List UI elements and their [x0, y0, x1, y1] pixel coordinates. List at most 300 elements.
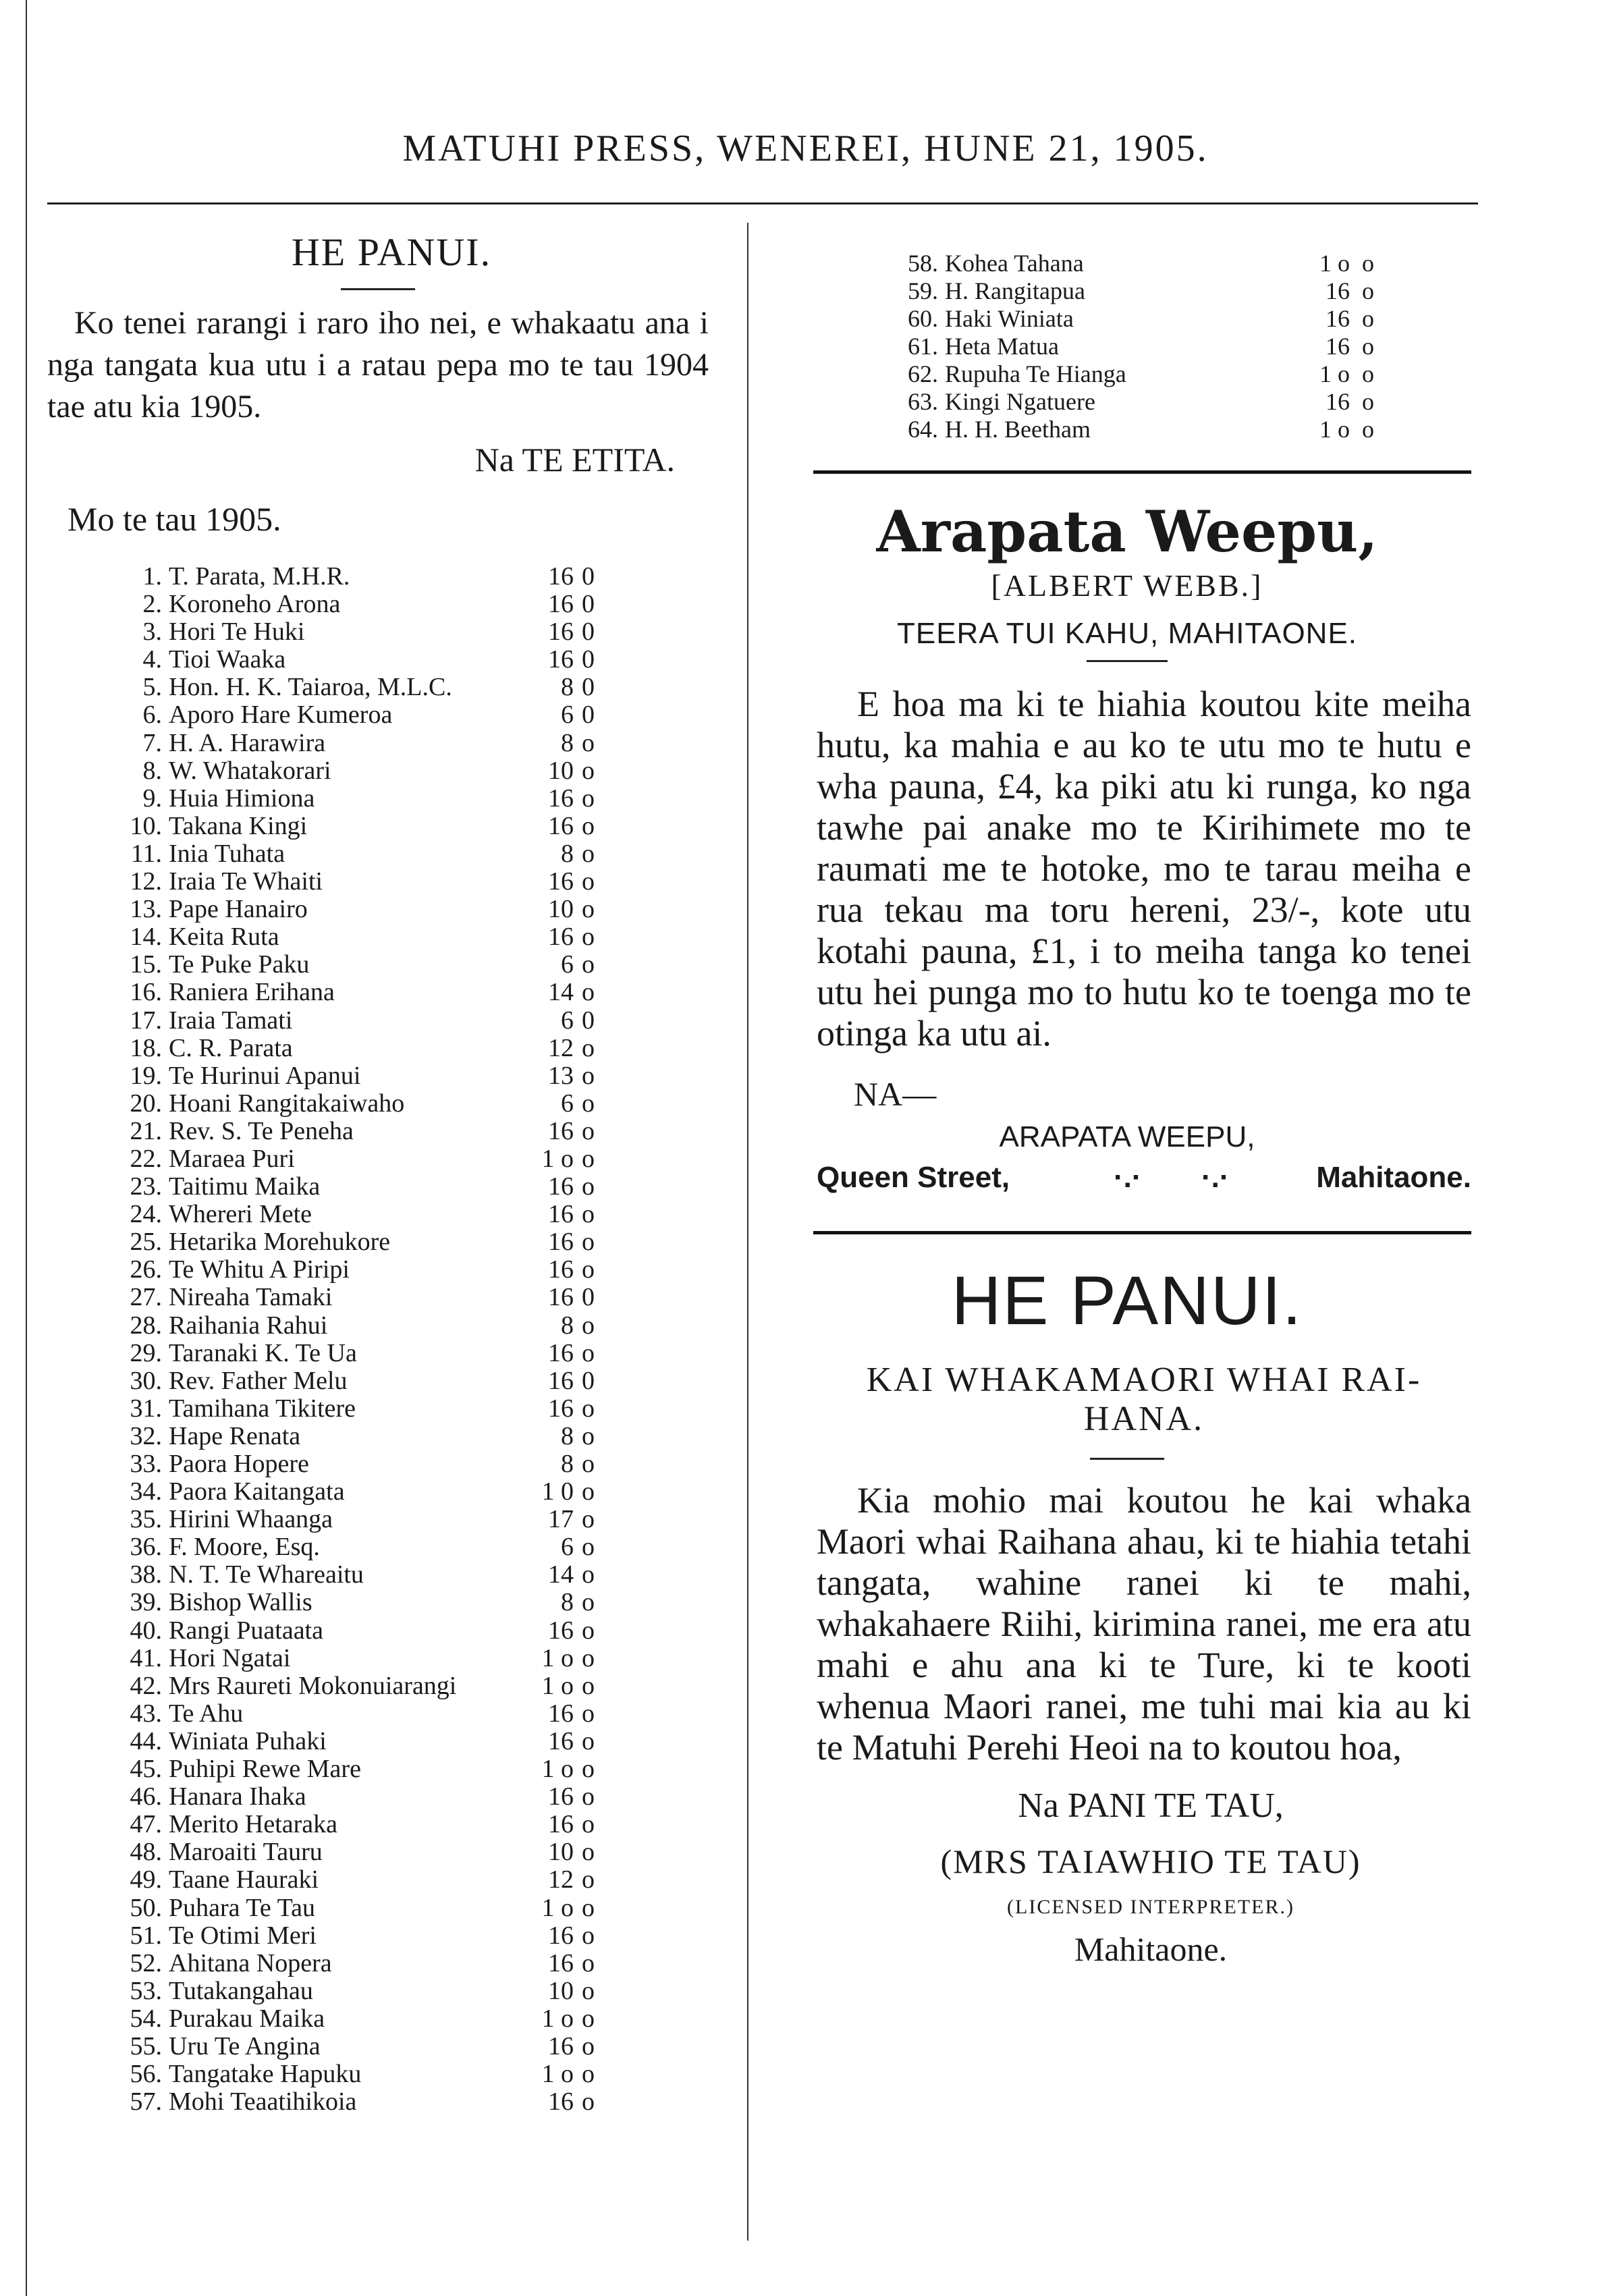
entry-pence: o: [582, 728, 595, 757]
entry-amount: 12: [548, 1865, 574, 1894]
ad-rule: [1087, 660, 1168, 662]
entry-number: 27.: [130, 1283, 162, 1312]
ad-street: Queen Street,: [817, 1161, 1010, 1194]
list-item: [34, 618, 722, 646]
entry-amount: 14: [548, 1560, 574, 1589]
entry-number: 49.: [130, 1865, 162, 1894]
entry-name: H. A. Harawira: [169, 728, 326, 757]
list-item: [34, 1894, 722, 1922]
entry-name: N. T. Te Whareaitu: [169, 1560, 364, 1589]
entry-amount: 16: [548, 1726, 574, 1755]
list-item: [34, 1256, 722, 1284]
entry-amount: 8: [561, 1421, 574, 1450]
entry-pence: o: [582, 2004, 595, 2033]
entry-pence: o: [582, 1421, 595, 1450]
notice-intro: Ko tenei rarangi i raro iho nei, e whakaatu ana i nga tangata kua utu i a ratau pepa mo te tau 1904 tae atu kia 1905.: [47, 305, 709, 425]
section-rule: [813, 1231, 1471, 1234]
entry-amount: 16: [548, 1394, 574, 1423]
entry-number: 1.: [142, 562, 162, 591]
entry-amount: 16: [1326, 388, 1350, 415]
entry-number: 40.: [130, 1616, 162, 1645]
entry-number: 29.: [130, 1338, 162, 1367]
entry-name: Rev. Father Melu: [169, 1366, 348, 1395]
list-item: [34, 1783, 722, 1811]
entry-pence: o: [582, 1311, 595, 1340]
entry-amount: 6: [561, 1006, 574, 1035]
list-item: [34, 979, 722, 1006]
list-item: [34, 1145, 722, 1173]
list-item: [34, 1450, 722, 1478]
entry-number: 60.: [908, 305, 938, 332]
entry-number: 47.: [130, 1810, 162, 1839]
entry-number: 15.: [130, 950, 162, 979]
entry-name: Purakau Maika: [169, 2004, 325, 2033]
list-item: [34, 1367, 722, 1395]
entry-name: Kohea Tahana: [945, 250, 1084, 277]
entry-amount: 6: [561, 701, 574, 730]
entry-name: Taane Hauraki: [169, 1865, 319, 1894]
entry-name: Tamihana Tikitere: [169, 1394, 356, 1423]
entry-amount: 16: [548, 1366, 574, 1395]
entry-amount: 6: [561, 950, 574, 979]
entry-number: 48.: [130, 1838, 162, 1867]
entry-number: 7.: [142, 728, 162, 757]
list-item: [34, 1062, 722, 1090]
entry-number: 62.: [908, 360, 938, 387]
entry-name: Haki Winiata: [945, 305, 1074, 332]
entry-number: 22.: [130, 1144, 162, 1173]
entry-pence: o: [582, 1643, 595, 1672]
weepu-advertisement: [769, 498, 1485, 1201]
list-item: [34, 1478, 722, 1506]
entry-amount: 1 o: [1319, 416, 1350, 443]
list-item: [776, 277, 1485, 305]
entry-number: 50.: [130, 1893, 162, 1922]
entry-pence: 0: [582, 701, 595, 730]
entry-name: Maraea Puri: [169, 1144, 295, 1173]
notice-heading: HE PANUI.: [291, 230, 492, 274]
entry-amount: 1 o: [541, 1893, 574, 1922]
entry-amount: 1 o: [541, 2004, 574, 2033]
list-item: [34, 1755, 722, 1783]
entry-pence: o: [582, 1616, 595, 1645]
entry-amount: 16: [548, 1255, 574, 1284]
entry-pence: o: [582, 1865, 595, 1894]
entry-number: 23.: [130, 1172, 162, 1201]
entry-name: Bishop Wallis: [169, 1588, 312, 1617]
entry-pence: o: [582, 1061, 595, 1090]
entry-pence: o: [582, 1560, 595, 1589]
notice-title: HE PANUI.: [951, 1262, 1303, 1339]
list-item: [34, 1506, 722, 1533]
list-item: [34, 2033, 722, 2060]
entry-name: Mohi Teaatihikoia: [169, 2087, 357, 2116]
entry-name: Hon. H. K. Taiaroa, M.L.C.: [169, 673, 452, 702]
ad-na: NA—: [854, 1075, 937, 1113]
entry-pence: o: [1362, 333, 1374, 360]
ad-tagline: TEERA TUI KAHU, MAHITAONE.: [896, 617, 1358, 650]
entry-amount: 1 o: [1319, 360, 1350, 387]
entry-pence: o: [582, 1144, 595, 1173]
entry-number: 58.: [908, 250, 938, 277]
entry-name: Uru Te Angina: [169, 2031, 321, 2060]
entry-pence: o: [582, 1726, 595, 1755]
entry-number: 45.: [130, 1755, 162, 1784]
entry-number: 38.: [130, 1560, 162, 1589]
entry-amount: 10: [548, 1976, 574, 2005]
entry-amount: 16: [548, 618, 574, 647]
list-item: [34, 1118, 722, 1145]
entry-amount: 16: [548, 1921, 574, 1950]
entry-name: Tangatake Hapuku: [169, 2060, 362, 2089]
entry-number: 5.: [142, 673, 162, 702]
list-item: [34, 2005, 722, 2033]
entry-amount: 1 o: [541, 1643, 574, 1672]
entry-name: Hetarika Morehukore: [169, 1228, 391, 1257]
entry-pence: o: [1362, 305, 1374, 332]
entry-amount: 1 o: [541, 2060, 574, 2089]
entry-number: 17.: [130, 1006, 162, 1035]
entry-name: Heta Matua: [945, 333, 1059, 360]
entry-pence: 0: [582, 673, 595, 702]
entry-name: Koroneho Arona: [169, 590, 341, 619]
notice-place: Mahitaone.: [1074, 1930, 1228, 1968]
left-column: [34, 229, 722, 2116]
entry-pence: o: [582, 1588, 595, 1617]
entry-number: 55.: [130, 2031, 162, 2060]
entry-name: Takana Kingi: [169, 811, 308, 840]
entry-name: Puhara Te Tau: [169, 1893, 315, 1922]
entry-amount: 1 o: [1319, 250, 1350, 277]
list-item: [34, 1922, 722, 1950]
entry-name: C. R. Parata: [169, 1033, 293, 1062]
list-item: [34, 923, 722, 951]
entry-name: W. Whatakorari: [169, 756, 331, 785]
entry-pence: o: [582, 1172, 595, 1201]
list-item: [34, 730, 722, 757]
entry-number: 26.: [130, 1255, 162, 1284]
list-item: [34, 1173, 722, 1201]
entry-name: Mrs Raureti Mokonuiarangi: [169, 1671, 457, 1700]
list-item: [34, 1589, 722, 1616]
entry-name: Te Whitu A Piripi: [169, 1255, 350, 1284]
list-item: [776, 388, 1485, 416]
entry-pence: o: [582, 1200, 595, 1229]
entry-number: 20.: [130, 1089, 162, 1118]
list-item: [34, 1423, 722, 1450]
list-item: [34, 1007, 722, 1035]
list-item: [776, 416, 1485, 443]
entry-number: 39.: [130, 1588, 162, 1617]
entry-name: Hirini Whaanga: [169, 1505, 333, 1534]
entry-pence: 0: [582, 590, 595, 619]
right-column: [769, 250, 1485, 1969]
page-border: [26, 0, 27, 2296]
entry-pence: 0: [582, 1006, 595, 1035]
entry-pence: o: [582, 1810, 595, 1839]
entry-pence: o: [582, 1893, 595, 1922]
list-item: [34, 1228, 722, 1256]
entry-number: 32.: [130, 1421, 162, 1450]
list-item: [34, 1395, 722, 1423]
list-item: [34, 1340, 722, 1367]
ad-subtitle: [ALBERT WEBB.]: [991, 568, 1263, 603]
entry-number: 30.: [130, 1366, 162, 1395]
entry-pence: o: [582, 1782, 595, 1811]
entry-number: 61.: [908, 333, 938, 360]
entry-name: Ahitana Nopera: [169, 1948, 332, 1977]
entry-name: Tioi Waaka: [169, 645, 286, 674]
list-item: [34, 591, 722, 618]
ad-dots: ·.·: [1201, 1161, 1230, 1194]
list-item: [34, 813, 722, 840]
entry-pence: o: [582, 756, 595, 785]
entry-amount: 16: [548, 590, 574, 619]
entry-number: 64.: [908, 416, 938, 443]
entry-pence: o: [582, 839, 595, 868]
entry-name: Tutakangahau: [169, 1976, 313, 2005]
year-label: Mo te tau 1905.: [67, 500, 281, 538]
notice-body: Kia mohio mai koutou he kai whaka Maori whai Raihana ahau, ki te hiahia tetahi tangata, wahine ranei ki te mahi, whakahaere Riihi, kirimina ranei, me era atu mahi e ahu ana ki te Ture, ki te kooti whenua Maori ranei, me tuhi mai kia au ki te Matuhi Perehi Heoi na to koutou hoa,: [817, 1480, 1471, 1768]
list-item: [34, 1617, 722, 1645]
list-item: [34, 1728, 722, 1755]
entry-amount: 1 0: [541, 1477, 574, 1506]
entry-number: 52.: [130, 1948, 162, 1977]
entry-number: 16.: [130, 978, 162, 1007]
entry-number: 12.: [130, 867, 162, 896]
entry-number: 10.: [130, 811, 162, 840]
entry-amount: 16: [548, 1200, 574, 1229]
entry-number: 25.: [130, 1228, 162, 1257]
list-item: [34, 1035, 722, 1062]
list-item: [776, 305, 1485, 333]
entry-amount: 16: [1326, 277, 1350, 304]
entry-amount: 16: [548, 1283, 574, 1312]
entry-pence: o: [582, 867, 595, 896]
entry-name: Paora Kaitangata: [169, 1477, 345, 1506]
entry-name: Te Puke Paku: [169, 950, 310, 979]
entry-name: Rev. S. Te Peneha: [169, 1116, 354, 1145]
entry-number: 3.: [142, 618, 162, 647]
entry-pence: 0: [582, 1283, 595, 1312]
entry-number: 13.: [130, 895, 162, 924]
entry-name: Taitimu Maika: [169, 1172, 321, 1201]
entry-pence: o: [1362, 277, 1374, 304]
entry-name: Rupuha Te Hianga: [945, 360, 1126, 387]
entry-pence: o: [582, 2060, 595, 2089]
entry-pence: o: [582, 1755, 595, 1784]
entry-pence: o: [582, 784, 595, 813]
entry-pence: o: [582, 1228, 595, 1257]
entry-pence: 0: [582, 645, 595, 674]
entry-amount: 16: [548, 645, 574, 674]
entry-name: Hori Te Huki: [169, 618, 305, 647]
list-item: [34, 840, 722, 868]
entry-pence: o: [582, 1338, 595, 1367]
entry-name: Hanara Ihaka: [169, 1782, 306, 1811]
entry-amount: 16: [548, 1172, 574, 1201]
list-item: [34, 757, 722, 785]
list-item: [34, 951, 722, 979]
entry-amount: 16: [548, 867, 574, 896]
entry-name: H. H. Beetham: [945, 416, 1091, 443]
entry-amount: 17: [548, 1505, 574, 1534]
entry-pence: o: [582, 811, 595, 840]
list-item: [34, 1284, 722, 1311]
list-item: [34, 1950, 722, 1977]
list-item: [34, 785, 722, 813]
entry-name: F. Moore, Esq.: [169, 1533, 320, 1562]
entry-number: 24.: [130, 1200, 162, 1229]
entry-pence: o: [582, 1089, 595, 1118]
list-item: [34, 1561, 722, 1589]
entry-pence: o: [582, 1477, 595, 1506]
entry-pence: o: [582, 923, 595, 952]
entry-number: 19.: [130, 1061, 162, 1090]
list-item: [34, 1533, 722, 1561]
entry-amount: 16: [548, 1948, 574, 1977]
entry-pence: o: [582, 1255, 595, 1284]
list-item: [34, 1672, 722, 1700]
entry-pence: o: [582, 2087, 595, 2116]
entry-number: 31.: [130, 1394, 162, 1423]
entry-pence: o: [1362, 416, 1374, 443]
entry-number: 35.: [130, 1505, 162, 1534]
entry-number: 21.: [130, 1116, 162, 1145]
entry-number: 36.: [130, 1533, 162, 1562]
entry-pence: o: [1362, 360, 1374, 387]
entry-pence: o: [1362, 388, 1374, 415]
entry-amount: 16: [1326, 333, 1350, 360]
entry-pence: 0: [582, 618, 595, 647]
entry-pence: o: [582, 1976, 595, 2005]
masthead-rule: [47, 202, 1478, 204]
list-item: [34, 646, 722, 674]
entry-amount: 12: [548, 1033, 574, 1062]
entry-name: Inia Tuhata: [169, 839, 285, 868]
entry-name: Puhipi Rewe Mare: [169, 1755, 361, 1784]
entry-amount: 8: [561, 1588, 574, 1617]
entry-number: 41.: [130, 1643, 162, 1672]
entry-amount: 16: [548, 1782, 574, 1811]
ad-city: Mahitaone.: [1316, 1161, 1471, 1194]
ad-body: E hoa ma ki te hiahia koutou kite meiha hutu, ka mahia e au ko te utu mo te hutu e wha pauna, £4, ka piki atu ki runga, ko nga tawhe pai anake mo te Kirihimete mo te raumati me te hotoke, mo te tarau meiha e rua tekau ma toru hereni, 23/-, kote utu kotahi pauna, £1, i to meiha tanga ko tenei utu hei punga mo to hutu ko te toenga mo te otinga ka utu ai.: [817, 684, 1471, 1054]
entry-amount: 8: [561, 1450, 574, 1478]
entry-amount: 16: [548, 562, 574, 591]
list-item: [34, 563, 722, 591]
list-item: [34, 896, 722, 923]
entry-amount: 16: [548, 1338, 574, 1367]
entry-pence: o: [582, 1505, 595, 1534]
entry-pence: o: [582, 950, 595, 979]
entry-amount: 10: [548, 1838, 574, 1867]
masthead: MATUHI PRESS, WENEREI, HUNE 21, 1905.: [402, 128, 1209, 169]
entry-amount: 16: [548, 784, 574, 813]
entry-number: 51.: [130, 1921, 162, 1950]
list-item: [776, 333, 1485, 360]
entry-number: 43.: [130, 1699, 162, 1728]
entry-amount: 16: [548, 1116, 574, 1145]
entry-name: Merito Hetaraka: [169, 1810, 338, 1839]
entry-name: Hoani Rangitakaiwaho: [169, 1089, 405, 1118]
list-item: [34, 868, 722, 896]
entry-name: Hori Ngatai: [169, 1643, 291, 1672]
entry-name: Hape Renata: [169, 1421, 301, 1450]
entry-number: 44.: [130, 1726, 162, 1755]
list-item: [34, 701, 722, 729]
entry-name: Kingi Ngatuere: [945, 388, 1095, 415]
section-rule: [813, 470, 1471, 474]
list-item: [776, 250, 1485, 277]
heading-rule: [341, 288, 415, 290]
editor-signoff: Na TE ETITA.: [474, 441, 675, 479]
entry-name: Maroaiti Tauru: [169, 1838, 323, 1867]
list-item: [34, 1090, 722, 1118]
entry-number: 56.: [130, 2060, 162, 2089]
entry-pence: o: [582, 1394, 595, 1423]
list-item: [34, 2088, 722, 2116]
entry-name: Aporo Hare Kumeroa: [169, 701, 393, 730]
entry-name: Iraia Tamati: [169, 1006, 293, 1035]
ad-address: [769, 1161, 1485, 1201]
entry-name: Te Otimi Meri: [169, 1921, 317, 1950]
entry-name: T. Parata, M.H.R.: [169, 562, 350, 591]
entry-amount: 8: [561, 728, 574, 757]
entry-number: 8.: [142, 756, 162, 785]
entry-amount: 6: [561, 1089, 574, 1118]
entry-amount: 13: [548, 1061, 574, 1090]
entry-number: 59.: [908, 277, 938, 304]
notice-name: Na PANI TE TAU,: [1018, 1786, 1284, 1825]
subscriber-list-continued: [776, 250, 1485, 443]
interpreter-notice: [769, 1261, 1485, 1969]
entry-name: Nireaha Tamaki: [169, 1283, 333, 1312]
entry-name: Keita Ruta: [169, 923, 279, 952]
entry-amount: 16: [548, 2087, 574, 2116]
entry-number: 33.: [130, 1450, 162, 1478]
notice-alt-name: (MRS TAIAWHIO TE TAU): [940, 1842, 1361, 1880]
list-item: [34, 1312, 722, 1340]
entry-pence: o: [582, 978, 595, 1007]
entry-amount: 1 o: [541, 1144, 574, 1173]
entry-amount: 8: [561, 839, 574, 868]
entry-name: Iraia Te Whaiti: [169, 867, 323, 896]
entry-number: 4.: [142, 645, 162, 674]
entry-amount: 6: [561, 1533, 574, 1562]
entry-amount: 1 o: [541, 1755, 574, 1784]
entry-name: Te Hurinui Apanui: [169, 1061, 361, 1090]
entry-number: 11.: [130, 839, 162, 868]
entry-number: 6.: [142, 701, 162, 730]
entry-name: Raniera Erihana: [169, 978, 335, 1007]
list-item: [34, 1866, 722, 1894]
list-item: [34, 1700, 722, 1728]
entry-name: H. Rangitapua: [945, 277, 1085, 304]
list-item: [776, 360, 1485, 388]
entry-amount: 16: [548, 2031, 574, 2060]
entry-pence: o: [582, 1671, 595, 1700]
entry-pence: o: [582, 2031, 595, 2060]
entry-number: 34.: [130, 1477, 162, 1506]
entry-number: 46.: [130, 1782, 162, 1811]
entry-pence: o: [582, 1450, 595, 1478]
entry-name: Taranaki K. Te Ua: [169, 1338, 357, 1367]
list-item: [34, 2060, 722, 2088]
entry-pence: 0: [582, 1366, 595, 1395]
entry-pence: o: [582, 895, 595, 924]
entry-number: 63.: [908, 388, 938, 415]
entry-number: 9.: [142, 784, 162, 813]
